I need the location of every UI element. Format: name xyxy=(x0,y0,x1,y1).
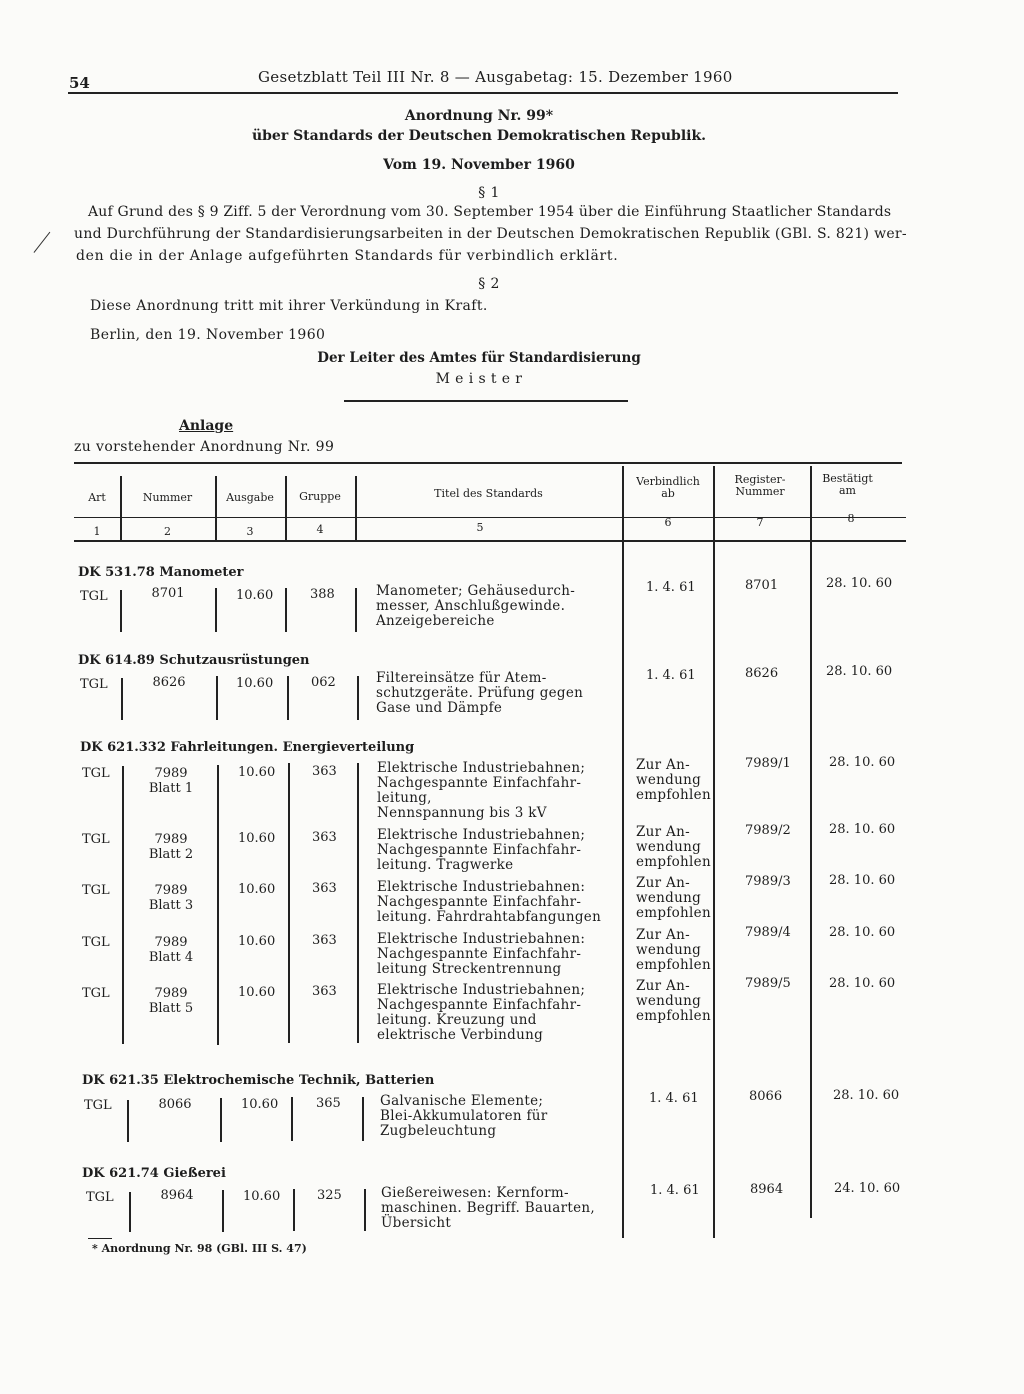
cell-bestaetigt: 28. 10. 60 xyxy=(826,576,893,591)
row-divider xyxy=(355,588,357,632)
row-divider xyxy=(287,676,289,720)
footnote: * Anordnung Nr. 98 (GBl. III S. 47) xyxy=(92,1242,307,1255)
cell-ausgabe: 10.60 xyxy=(238,985,276,1000)
cell-art: TGL xyxy=(84,1098,112,1113)
cell-register: 7989/1 xyxy=(745,756,791,771)
row-divider xyxy=(285,588,287,632)
cell-titel: Gießereiwesen: Kernform- maschinen. Begriff. Bauarten, Übersicht xyxy=(381,1185,595,1231)
section-heading: DK 531.78 Manometer xyxy=(78,565,244,580)
header-nummer: Nummer xyxy=(142,491,193,504)
row-divider xyxy=(291,1097,293,1141)
para1-mark: § 1 xyxy=(478,185,500,201)
cell-bestaetigt: 28. 10. 60 xyxy=(833,1088,900,1103)
row-divider xyxy=(357,763,359,1043)
cell-verbindlich: Zur An- wendung empfohlen xyxy=(636,757,711,803)
cell-verbindlich: Zur An- wendung empfohlen xyxy=(636,978,711,1024)
cell-verbindlich: 1. 4. 61 xyxy=(650,1183,700,1198)
running-header: Gesetzblatt Teil III Nr. 8 — Ausgabetag: 15. Dezember 1960 xyxy=(258,68,733,86)
cell-gruppe: 363 xyxy=(312,830,337,845)
cell-nummer: 7989 Blatt 5 xyxy=(148,986,194,1016)
cell-bestaetigt: 28. 10. 60 xyxy=(829,873,896,888)
row-divider xyxy=(288,763,290,1043)
header-verbindlich: Verbindlich ab xyxy=(636,475,700,500)
para1-line1: Auf Grund des § 9 Ziff. 5 der Verordnung vom 30. September 1954 über die Einführung Staatlicher Standards xyxy=(88,204,892,220)
cell-art: TGL xyxy=(80,677,108,692)
row-divider xyxy=(129,1192,131,1232)
colnum-6: 6 xyxy=(664,516,672,529)
cell-art: TGL xyxy=(82,883,110,898)
header-titel: Titel des Standards xyxy=(434,487,543,500)
row-divider xyxy=(293,1189,295,1231)
cell-titel: Elektrische Industriebahnen: Nachgespannte Einfachfahr- leitung Streckentrennung xyxy=(377,931,586,977)
cell-register: 7989/2 xyxy=(745,823,791,838)
header-ausgabe: Ausgabe xyxy=(226,491,274,504)
colnum-3: 3 xyxy=(246,525,254,538)
footnote-rule xyxy=(88,1238,112,1239)
para1-line3: den die in der Anlage aufgeführten Standards für verbindlich erklärt. xyxy=(76,248,619,264)
section-heading: DK 614.89 Schutzausrüstungen xyxy=(78,653,310,668)
cell-gruppe: 062 xyxy=(311,675,336,690)
row-divider xyxy=(215,588,217,632)
cell-nummer: 8701 xyxy=(151,586,185,601)
cell-titel: Manometer; Gehäusedurch- messer, Anschlußgewinde. Anzeigebereiche xyxy=(376,583,576,629)
row-divider xyxy=(217,765,219,1045)
cell-ausgabe: 10.60 xyxy=(241,1097,279,1112)
colnum-1: 1 xyxy=(93,525,101,538)
col-divider-long xyxy=(810,466,812,1218)
cell-register: 8701 xyxy=(745,578,779,593)
row-divider xyxy=(222,1190,224,1232)
cell-nummer: 7989 Blatt 4 xyxy=(148,935,194,965)
header-register: Register-Nummer xyxy=(734,473,786,498)
header-rule xyxy=(68,92,898,94)
cell-art: TGL xyxy=(82,935,110,950)
cell-ausgabe: 10.60 xyxy=(238,765,276,780)
cell-art: TGL xyxy=(82,766,110,781)
cell-ausgabe: 10.60 xyxy=(236,676,274,691)
row-divider xyxy=(357,676,359,720)
section-heading: DK 621.35 Elektrochemische Technik, Batterien xyxy=(82,1073,435,1088)
cell-verbindlich: Zur An- wendung empfohlen xyxy=(636,927,711,973)
cell-nummer: 7989 Blatt 2 xyxy=(148,832,194,862)
cell-gruppe: 325 xyxy=(317,1188,342,1203)
cell-gruppe: 363 xyxy=(312,984,337,999)
cell-nummer: 8964 xyxy=(160,1188,194,1203)
table-top-rule xyxy=(74,462,902,464)
margin-mark xyxy=(34,232,51,253)
cell-verbindlich: 1. 4. 61 xyxy=(649,1091,699,1106)
header-art: Art xyxy=(88,491,106,504)
cell-nummer: 8066 xyxy=(158,1097,192,1112)
row-divider xyxy=(120,590,122,632)
cell-bestaetigt: 28. 10. 60 xyxy=(829,976,896,991)
colnum-7: 7 xyxy=(756,516,764,529)
place-date: Berlin, den 19. November 1960 xyxy=(90,327,326,343)
cell-titel: Galvanische Elemente; Blei-Akkumulatoren für Zugbeleuchtung xyxy=(380,1093,548,1139)
section-heading: DK 621.74 Gießerei xyxy=(82,1166,226,1181)
cell-ausgabe: 10.60 xyxy=(236,588,274,603)
cell-register: 8066 xyxy=(749,1089,783,1104)
cell-register: 8964 xyxy=(750,1182,784,1197)
row-divider xyxy=(127,1100,129,1142)
cell-bestaetigt: 28. 10. 60 xyxy=(826,664,893,679)
decree-date: Vom 19. November 1960 xyxy=(383,157,575,173)
cell-register: 7989/4 xyxy=(745,925,791,940)
annex-title: Anlage xyxy=(179,418,234,434)
cell-art: TGL xyxy=(86,1190,114,1205)
cell-gruppe: 363 xyxy=(312,881,337,896)
header-bestaetigt: Bestätigt am xyxy=(822,472,873,497)
section-heading: DK 621.332 Fahrleitungen. Energieverteilung xyxy=(80,740,415,755)
cell-art: TGL xyxy=(82,832,110,847)
cell-gruppe: 388 xyxy=(310,587,335,602)
signature-rule xyxy=(344,400,628,402)
para2-mark: § 2 xyxy=(478,276,500,292)
decree-subtitle: über Standards der Deutschen Demokratischen Republik. xyxy=(251,128,707,144)
row-divider xyxy=(364,1189,366,1231)
cell-gruppe: 365 xyxy=(316,1096,341,1111)
para1-line2: und Durchführung der Standardisierungsarbeiten in der Deutschen Demokratischen Republik (GBl. S. 821) wer- xyxy=(74,226,907,242)
colnum-2: 2 xyxy=(164,525,171,538)
cell-art: TGL xyxy=(80,589,108,604)
cell-bestaetigt: 28. 10. 60 xyxy=(829,755,896,770)
colnum-5: 5 xyxy=(476,521,484,534)
header-gruppe: Gruppe xyxy=(299,490,341,503)
cell-verbindlich: 1. 4. 61 xyxy=(646,668,696,683)
signatory-name: M e i s t e r xyxy=(435,371,523,387)
signatory-title: Der Leiter des Amtes für Standardisierung xyxy=(317,350,641,366)
cell-bestaetigt: 28. 10. 60 xyxy=(829,822,896,837)
cell-nummer: 7989 Blatt 3 xyxy=(148,883,194,913)
cell-verbindlich: Zur An- wendung empfohlen xyxy=(636,824,711,870)
cell-verbindlich: 1. 4. 61 xyxy=(646,580,696,595)
colnum-8: 8 xyxy=(847,512,855,525)
cell-bestaetigt: 28. 10. 60 xyxy=(829,925,896,940)
para2-text: Diese Anordnung tritt mit ihrer Verkündung in Kraft. xyxy=(90,298,488,314)
row-divider xyxy=(216,676,218,720)
cell-ausgabe: 10.60 xyxy=(238,882,276,897)
cell-ausgabe: 10.60 xyxy=(243,1189,281,1204)
cell-gruppe: 363 xyxy=(312,933,337,948)
decree-title: Anordnung Nr. 99* xyxy=(404,108,554,124)
cell-bestaetigt: 24. 10. 60 xyxy=(834,1181,901,1196)
annex-subtitle: zu vorstehender Anordnung Nr. 99 xyxy=(74,439,335,455)
table-num-rule xyxy=(74,540,906,542)
row-divider xyxy=(121,678,123,720)
cell-titel: Elektrische Industriebahnen; Nachgespannte Einfachfahr- leitung. Kreuzung und elektrische Verbindung xyxy=(377,982,586,1043)
cell-titel: Elektrische Industriebahnen: Nachgespannte Einfachfahr- leitung. Fahrdrahtabfangungen xyxy=(377,879,602,925)
col-divider-long xyxy=(713,466,715,1238)
row-divider xyxy=(362,1097,364,1141)
cell-titel: Filtereinsätze für Atem- schutzgeräte. Prüfung gegen Gase und Dämpfe xyxy=(376,670,584,716)
cell-art: TGL xyxy=(82,986,110,1001)
cell-ausgabe: 10.60 xyxy=(238,831,276,846)
row-divider xyxy=(122,766,124,1044)
cell-ausgabe: 10.60 xyxy=(238,934,276,949)
cell-titel: Elektrische Industriebahnen; Nachgespannte Einfachfahr- leitung. Tragwerke xyxy=(377,827,586,873)
cell-gruppe: 363 xyxy=(312,764,337,779)
cell-verbindlich: Zur An- wendung empfohlen xyxy=(636,875,711,921)
cell-register: 7989/3 xyxy=(745,874,791,889)
page-number: 54 xyxy=(69,74,90,92)
cell-nummer: 8626 xyxy=(152,675,186,690)
cell-register: 8626 xyxy=(745,666,779,681)
cell-nummer: 7989 Blatt 1 xyxy=(148,766,194,796)
cell-titel: Elektrische Industriebahnen; Nachgespannte Einfachfahr- leitung, Nennspannung bis 3 kV xyxy=(377,760,586,821)
col-divider-long xyxy=(622,466,624,1238)
cell-register: 7989/5 xyxy=(745,976,791,991)
row-divider xyxy=(220,1098,222,1142)
colnum-4: 4 xyxy=(316,523,324,536)
